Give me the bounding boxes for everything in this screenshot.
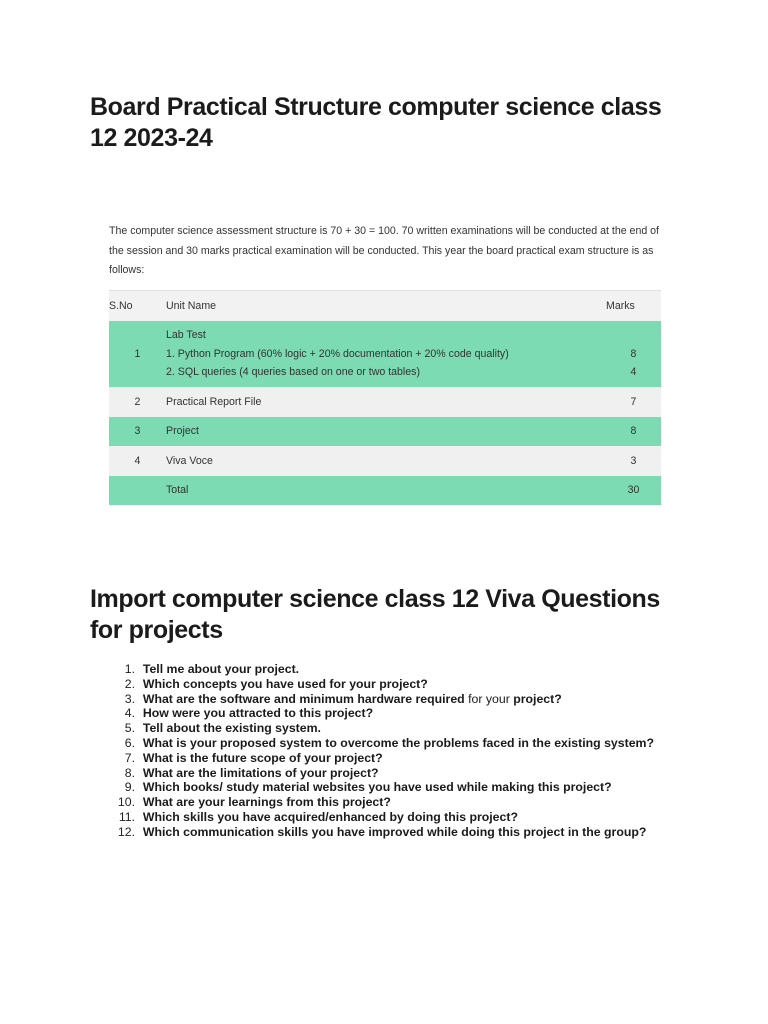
cell-sno: 2 bbox=[109, 387, 166, 417]
table-row bbox=[109, 446, 661, 476]
list-item: 3. What are the software and minimum hardware required for your project? bbox=[124, 691, 562, 706]
assessment-intro-text: The computer science assessment structure is 70 + 30 = 100. 70 written examinations will be conducted at the end of the session and 30 marks practical examination will be conducted. This year the board practical exam structure is as follows: bbox=[109, 225, 660, 276]
python-marks: 8 bbox=[630, 347, 637, 360]
cell-marks: 3 bbox=[606, 446, 661, 476]
cell-total-label: Total bbox=[166, 476, 606, 506]
table-row bbox=[109, 387, 661, 417]
list-item: 9. Which books/ study material websites you have used while making this project? bbox=[124, 780, 612, 795]
section-title-viva-questions: Import computer science class 12 Viva Questions for projects bbox=[90, 585, 660, 644]
cell-total-marks: 30 bbox=[606, 476, 661, 506]
lab-test-python-line: 1. Python Program (60% logic + 20% documentation + 20% code quality) bbox=[166, 347, 509, 360]
cell-marks bbox=[606, 321, 661, 387]
list-item: 7. What is the future scope of your project? bbox=[124, 750, 383, 765]
lab-test-title: Lab Test bbox=[166, 329, 206, 342]
list-item: 4. How were you attracted to this project? bbox=[124, 706, 374, 721]
cell-sno: 1 bbox=[109, 321, 166, 387]
table-row-total bbox=[109, 476, 661, 506]
cell-sno: 3 bbox=[109, 417, 166, 447]
header-marks: Marks bbox=[606, 291, 661, 322]
list-item: 5. Tell about the existing system. bbox=[124, 721, 321, 736]
cell-marks: 8 bbox=[606, 417, 661, 447]
cell-unit-name bbox=[166, 321, 606, 387]
sql-marks: 4 bbox=[630, 366, 637, 379]
list-item: 1. Tell me about your project. bbox=[124, 662, 300, 676]
list-item: 10. What are your learnings from this project? bbox=[117, 795, 391, 810]
lab-test-sql-line: 2. SQL queries (4 queries based on one or two tables) bbox=[166, 366, 421, 379]
cell-unit-name: Project bbox=[166, 417, 606, 447]
header-sno: S.No bbox=[109, 291, 166, 322]
header-unit-name: Unit Name bbox=[166, 291, 606, 322]
list-item: 2. Which concepts you have used for your project? bbox=[124, 676, 428, 691]
list-item: 11. Which skills you have acquired/enhanced by doing this project? bbox=[118, 809, 518, 824]
cell-unit-name: Practical Report File bbox=[166, 387, 606, 417]
cell-marks: 7 bbox=[606, 387, 661, 417]
section-title-practical-structure: Board Practical Structure computer science class 12 2023-24 bbox=[90, 93, 662, 152]
cell-sno bbox=[109, 476, 166, 506]
table-row-lab-test bbox=[109, 321, 661, 387]
cell-unit-name: Viva Voce bbox=[166, 446, 606, 476]
viva-questions-list bbox=[90, 662, 710, 840]
list-item: 6. What is your proposed system to overcome the problems faced in the existing system? bbox=[124, 735, 654, 750]
practical-marks-table bbox=[109, 290, 661, 505]
list-item: 8. What are the limitations of your project? bbox=[124, 765, 379, 780]
cell-sno: 4 bbox=[109, 446, 166, 476]
table-row bbox=[109, 417, 661, 447]
table-header-row bbox=[109, 291, 661, 322]
list-item: 12. Which communication skills you have improved while doing this project in the group? bbox=[117, 824, 647, 839]
